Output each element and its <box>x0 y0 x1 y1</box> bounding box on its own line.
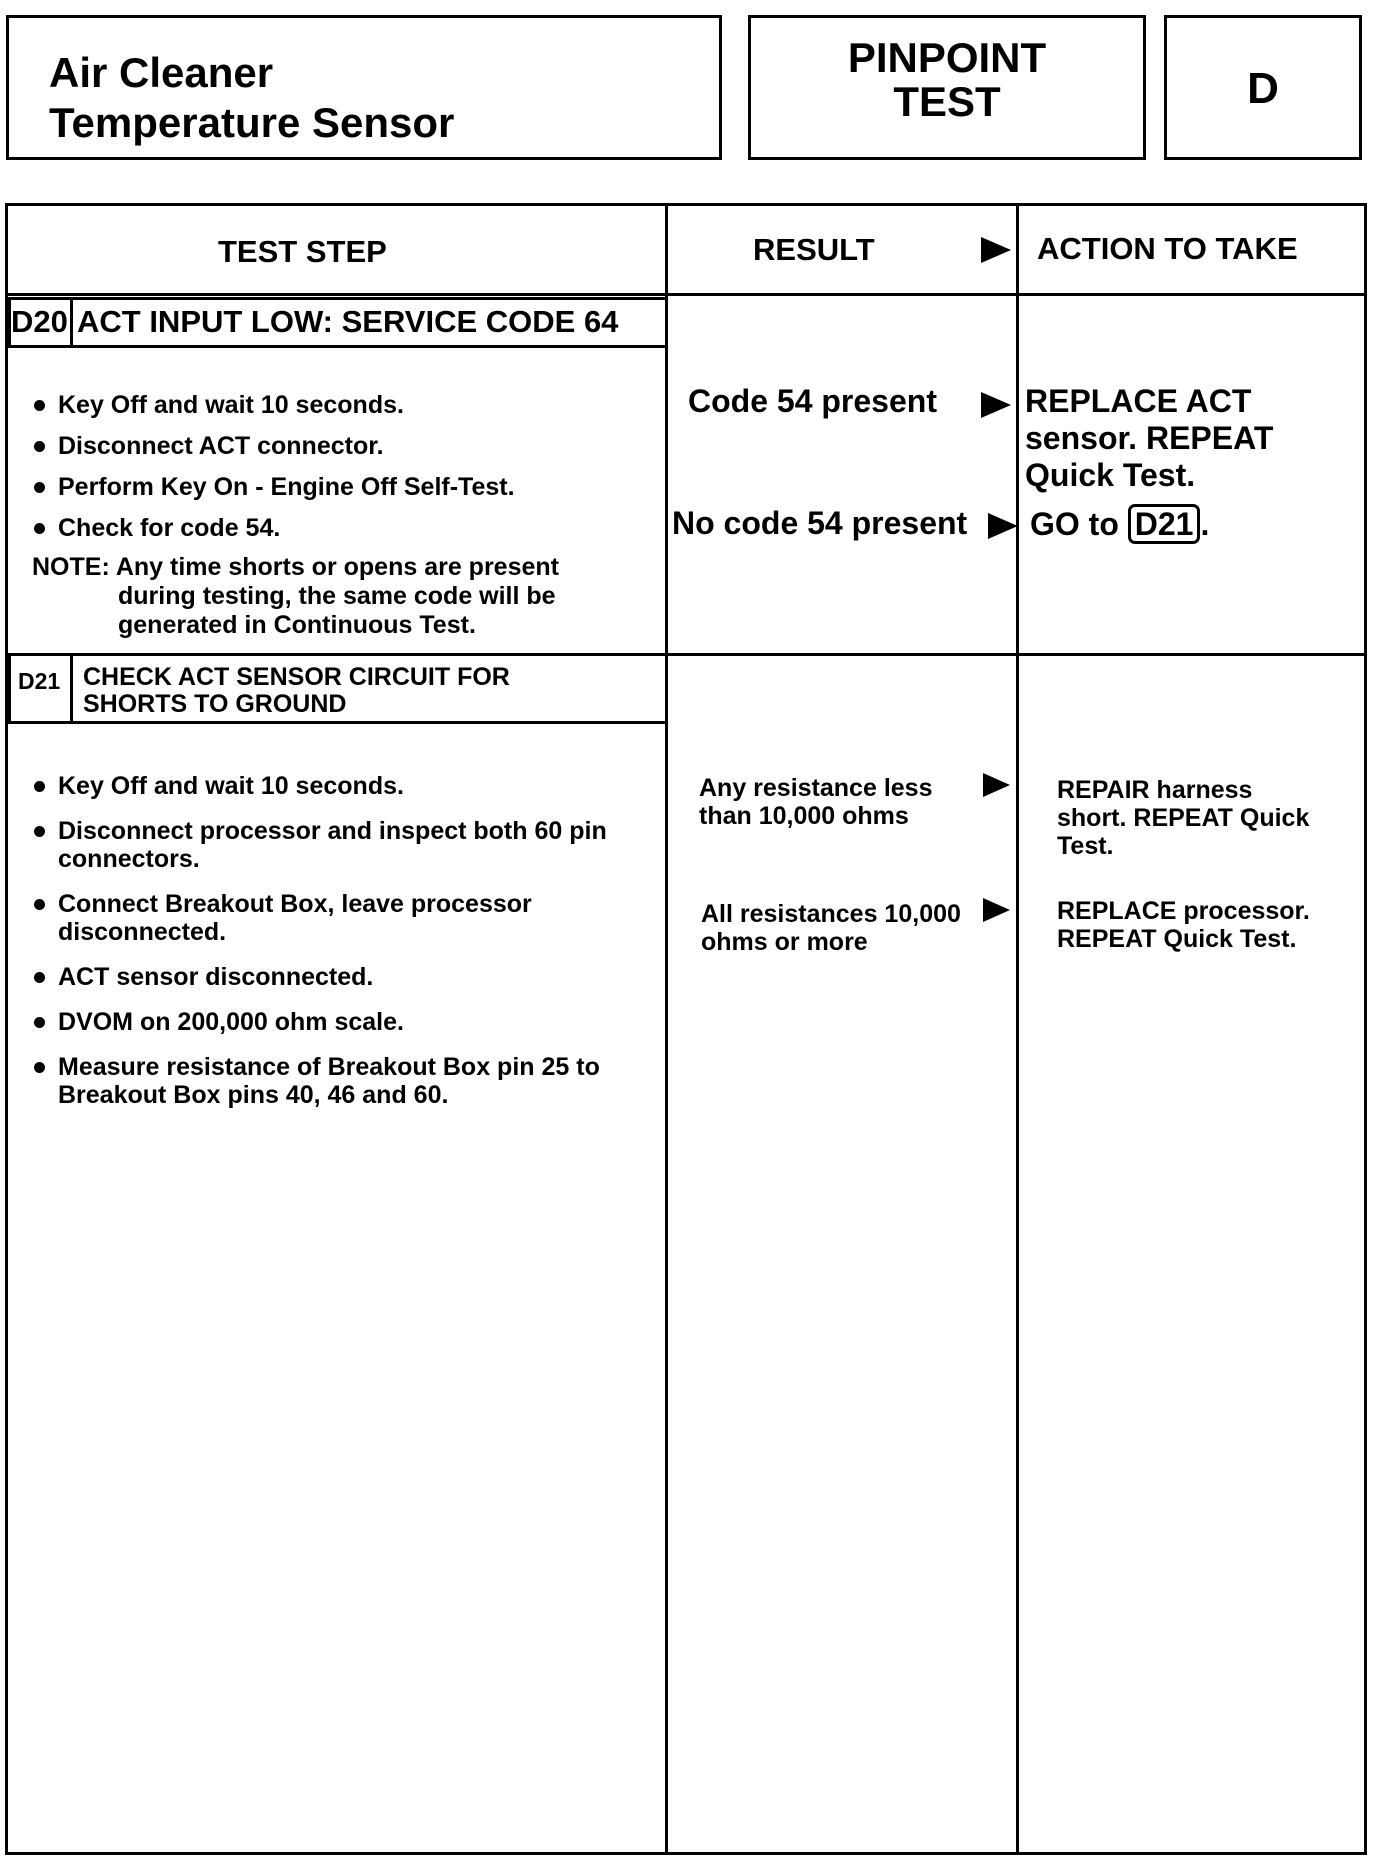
list-item: Check for code 54. <box>30 513 650 543</box>
d21-result-1 <box>699 774 932 830</box>
d21-step-code: D21 <box>18 668 61 694</box>
goto-suffix: . <box>1200 506 1210 542</box>
test-letter: D <box>1247 64 1279 113</box>
list-item <box>30 772 660 800</box>
d21-code-divider <box>70 653 73 724</box>
title-box <box>6 15 722 160</box>
goto-step-d21-link[interactable]: D21 <box>1128 504 1201 544</box>
column-header-action: ACTION TO TAKE <box>1037 231 1298 266</box>
result-line: Any resistance less <box>699 774 933 802</box>
d20-step-list <box>30 390 650 554</box>
result-line: All resistances 10,000 <box>701 900 961 928</box>
note-line-2: during testing, the same code will be <box>118 582 556 610</box>
list-item <box>30 817 660 873</box>
title-line-2: Temperature Sensor <box>49 99 455 146</box>
step-line: Measure resistance of Breakout Box pin 25 to <box>58 1053 600 1081</box>
d21-title-line-2: SHORTS TO GROUND <box>83 690 347 718</box>
list-item <box>30 1053 660 1109</box>
goto-prefix: GO to <box>1030 506 1119 542</box>
page-title <box>49 48 454 148</box>
action-line: Test. <box>1057 832 1114 860</box>
d20-code-divider <box>70 297 73 348</box>
action-line: sensor. REPEAT <box>1025 420 1274 456</box>
d21-step-title <box>83 664 510 718</box>
action-line: REPEAT Quick Test. <box>1057 925 1297 953</box>
step-line: Connect Breakout Box, leave processor <box>58 890 532 918</box>
d20-action-1 <box>1025 383 1273 494</box>
list-item: Disconnect ACT connector. <box>30 431 650 461</box>
d20-result-1-arrow-icon <box>981 392 1011 418</box>
list-item <box>30 1008 660 1036</box>
header-row-divider <box>8 293 1364 296</box>
d21-action-2 <box>1057 897 1310 953</box>
column-header-result: RESULT <box>753 232 875 267</box>
column-divider-1 <box>665 206 668 1852</box>
step-line: Breakout Box pins 40, 46 and 60. <box>58 1081 449 1109</box>
d21-result-2 <box>701 900 961 956</box>
list-item <box>30 963 660 991</box>
step-line: connectors. <box>58 845 200 873</box>
note-line-1: Any time shorts or opens are present <box>115 553 559 581</box>
action-line: short. REPEAT Quick <box>1057 804 1310 832</box>
result-line: than 10,000 ohms <box>699 802 909 830</box>
pinpoint-table <box>5 203 1367 1855</box>
column-header-test-step: TEST STEP <box>218 234 387 269</box>
header-arrow-icon <box>981 237 1011 263</box>
d20-action-2 <box>1030 504 1209 544</box>
d20-result-1: Code 54 present <box>688 383 937 419</box>
list-item: Key Off and wait 10 seconds. <box>30 390 650 420</box>
action-line: Quick Test. <box>1025 457 1196 493</box>
step-line: disconnected. <box>58 918 227 946</box>
d21-result-2-arrow-icon <box>983 898 1010 922</box>
action-line: REPAIR harness <box>1057 776 1253 804</box>
list-item <box>30 890 660 946</box>
pinpoint-line-2: TEST <box>893 78 1001 125</box>
d20-step-title: ACT INPUT LOW: SERVICE CODE 64 <box>77 304 619 339</box>
d21-action-1 <box>1057 776 1309 860</box>
note-line-3: generated in Continuous Test. <box>118 611 476 639</box>
d20-result-2: No code 54 present <box>672 505 968 541</box>
action-line: REPLACE processor. <box>1057 897 1310 925</box>
step-line: Disconnect processor and inspect both 60 pin <box>58 817 607 845</box>
pinpoint-test-box <box>748 15 1146 160</box>
step-line: DVOM on 200,000 ohm scale. <box>58 1008 404 1036</box>
pinpoint-label <box>751 36 1143 124</box>
step-line: Key Off and wait 10 seconds. <box>58 772 404 800</box>
result-line: ohms or more <box>701 928 868 956</box>
title-line-1: Air Cleaner <box>49 49 274 96</box>
d20-step-code: D20 <box>11 304 68 339</box>
pinpoint-line-1: PINPOINT <box>847 34 1047 81</box>
d20-result-2-arrow-icon <box>988 513 1018 539</box>
d21-title-line-1: CHECK ACT SENSOR CIRCUIT FOR <box>83 663 510 691</box>
action-line: REPLACE ACT <box>1025 383 1252 419</box>
list-item: Perform Key On - Engine Off Self-Test. <box>30 472 650 502</box>
test-letter-box <box>1164 15 1362 160</box>
column-divider-2 <box>1016 206 1019 1852</box>
d20-note <box>32 553 652 640</box>
step-line: ACT sensor disconnected. <box>58 963 374 991</box>
note-label: NOTE: <box>32 553 110 581</box>
d21-step-list <box>30 772 660 1126</box>
d21-result-1-arrow-icon <box>983 773 1010 797</box>
